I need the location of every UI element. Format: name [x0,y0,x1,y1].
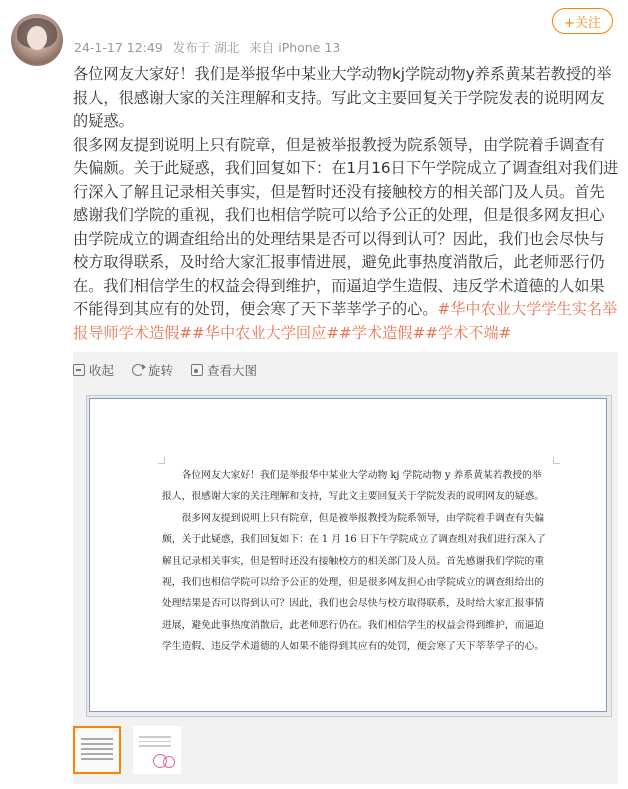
view-large-button[interactable] [191,361,257,379]
page-corner-mark [158,457,165,464]
username[interactable] [74,12,164,26]
thumbnail-2[interactable] [133,726,181,774]
collapse-icon [73,364,85,376]
document-paragraph-1: 各位网友大家好！我们是举报华中某业大学动物 kj 学院动物 y 养系黄某若教授的举报人，很感谢大家的关注理解和支持，写此文主要回复关于学院发表的说明网友的疑惑。 [162,470,545,503]
follow-button[interactable] [552,8,613,34]
thumbnail-text-lines [81,738,113,763]
thumbnail-strip [73,726,193,776]
user-avatar[interactable] [11,14,63,66]
media-toolbar [73,360,275,380]
post-paragraph-2-text: 很多网友提到说明上只有院章，但是被举报教授为院系领导，由学院着手调查有失偏颇。关于此疑惑，我们回复如下：在1月16日下午学院成立了调查组对我们进行深入了解且记录相关事实，但是暂时还没有接触校方的相关部门及人员。首先感谢我们学院的重视，我们也相信学院可以给予公正的处理，但是很多网友担心由学院成立的调查组给出的处理结果是否可以得到认可？因此，我们也会尽快与校方取得联系，及时给大家汇报事情进展，避免此事热度消散后，此老师恶行仍在。我们相信学生的权益会得到维护，而逼迫学生造假、违反学术道德的人如果不能得到其应有的处罚，便会寒了天下莘莘学子的心。 [73,135,619,318]
view-large-label: 查看大图 [207,363,258,378]
document-image[interactable] [86,395,612,717]
post-tags[interactable]: #华中农业大学学生实名举报导师学术造假##华中农业大学回应##学术造假##学术不端# [73,300,618,342]
collapse-label: 收起 [89,363,115,378]
post-date[interactable]: 24-1-17 12:49 [74,40,163,55]
view-large-icon [191,364,203,376]
post-location: 发布于 湖北 [172,40,240,55]
page-corner-mark [553,457,560,464]
thumbnail-1[interactable] [73,726,121,774]
post-paragraph-1: 各位网友大家好！我们是举报华中某业大学动物kj学院动物y养系黄某若教授的举报人，很感谢大家的关注理解和支持。写此文主要回复关于学院发表的说明网友的疑惑。 [73,65,612,130]
rotate-label: 旋转 [148,363,174,378]
collapse-button[interactable] [73,361,114,379]
post-meta [74,38,346,56]
post-device: 来自 iPhone 13 [249,40,341,55]
rotate-icon [132,364,144,376]
thumbnail-text-lines [139,736,171,750]
follow-button-label: +关注 [564,15,601,31]
media-viewer [73,352,618,784]
avatar-face [27,26,47,50]
stamp-icon [163,756,175,768]
rotate-button[interactable] [132,361,173,379]
document-page [89,398,607,712]
document-text [162,465,548,658]
document-paragraph-2: 很多网友提到说明上只有院章，但是被举报教授为院系领导，由学院着手调查有失偏颇，关于此疑惑，我们回复如下：在 1 月 16 日下午学院成立了调查组对我们进行深入了解且记录相关事实，但是暂时还没有接触校方的相关部门及人员。首先感谢我们学院的重视，我们也相信学院可以给予公正的处理，但是很多网友担心由学院成立的调查组给出的处理结果是否可以得到认可？因此，我们也会尽快与校方取得联系，及时给大家汇报事情进展，避免此事热度消散后，此老师恶行仍在。我们相信学生的权益会得到维护，而逼迫学生造假、违反学术道德的人如果不能得到其应有的处罚，便会寒了天下莘莘学子的心。 [162,512,546,653]
post-body [73,63,619,345]
post-paragraph-2 [73,134,619,346]
